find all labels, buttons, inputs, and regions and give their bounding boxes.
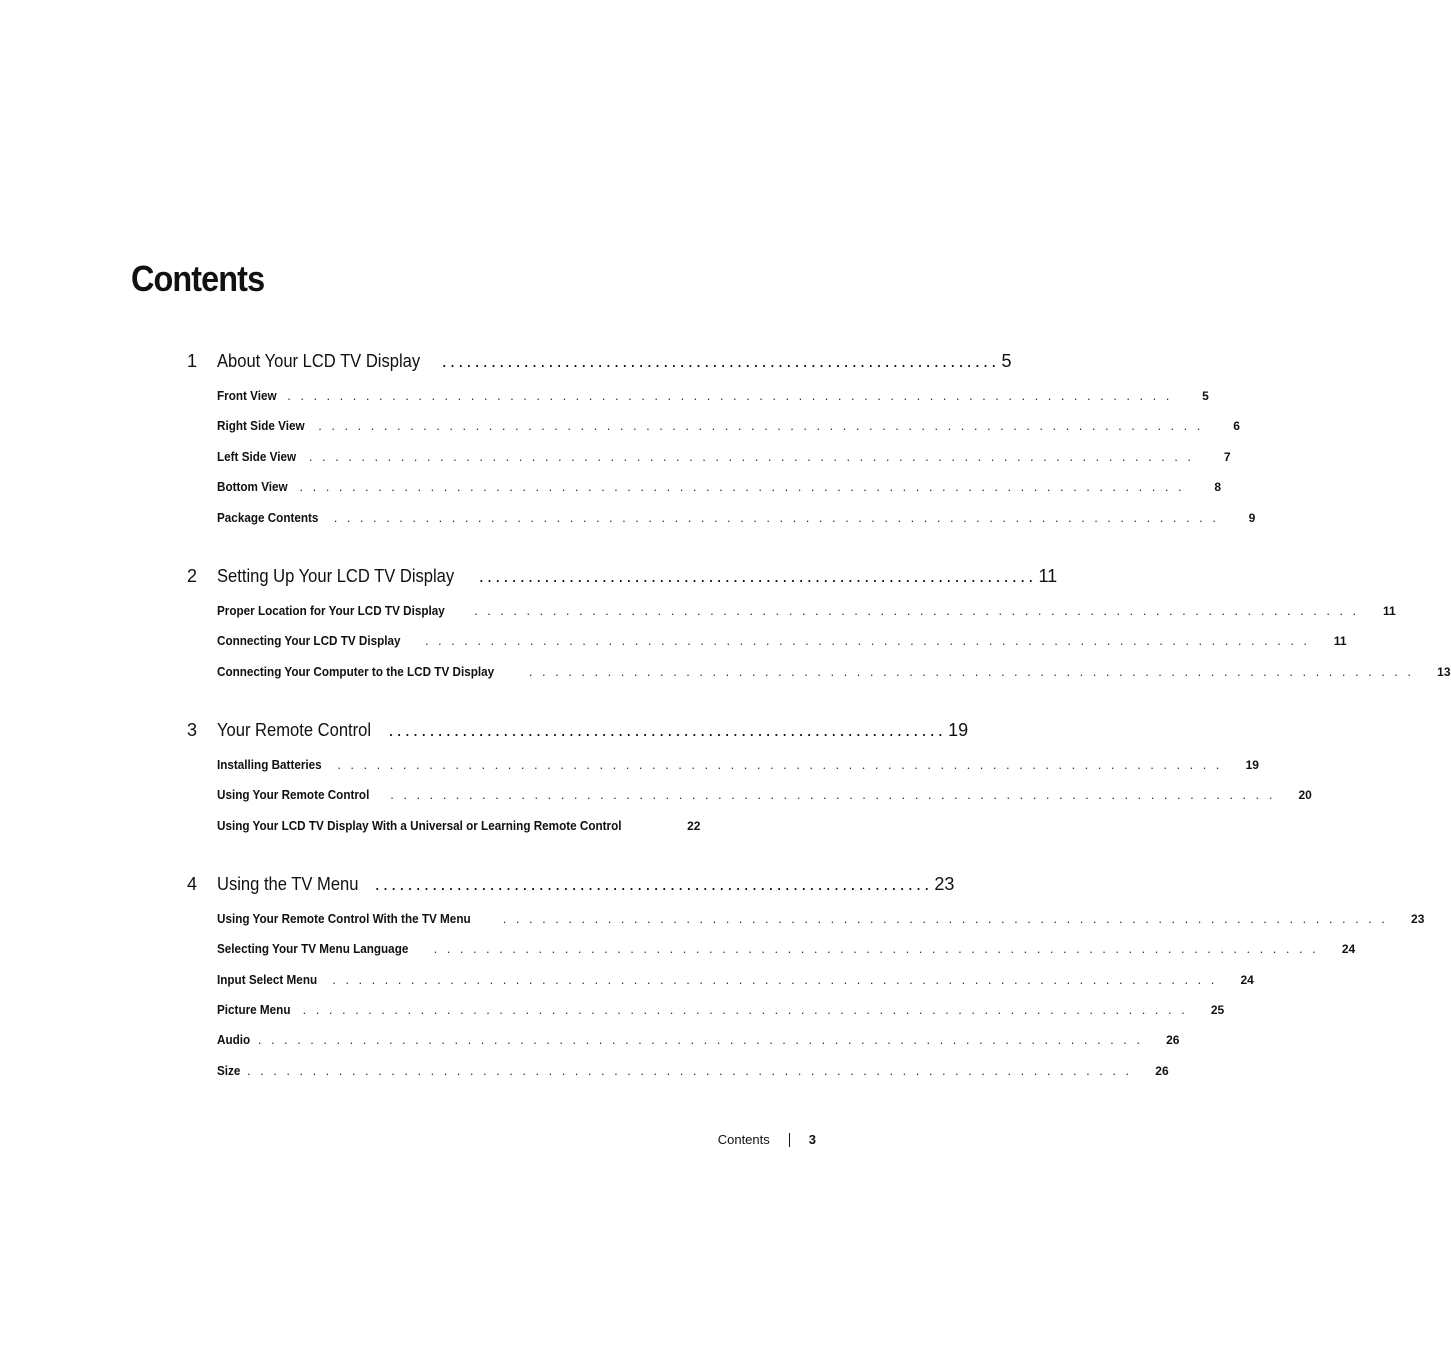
entry-page: 9 xyxy=(1248,511,1256,525)
chapter-number: 1 xyxy=(187,351,198,371)
toc-chapter-1[interactable] xyxy=(187,351,1012,375)
toc-chapter-4[interactable] xyxy=(187,874,955,898)
entry-title: Picture Menu xyxy=(217,1002,291,1017)
dot-leader: .................................................................... xyxy=(318,418,1210,433)
entry-title: Front View xyxy=(217,388,277,403)
entry-title: Connecting Your LCD TV Display xyxy=(217,633,401,648)
entry-title: Input Select Menu xyxy=(217,972,318,987)
dot-leader: .................................................................... xyxy=(374,874,933,894)
dot-leader: .................................................................... xyxy=(337,757,1229,772)
dot-leader: .................................................................... xyxy=(299,479,1192,494)
entry-title: Using Your Remote Control xyxy=(217,787,370,802)
dot-leader: .................................................................... xyxy=(257,1032,1150,1047)
toc-chapter-2[interactable] xyxy=(187,566,1058,590)
entry-page: 6 xyxy=(1233,419,1240,433)
dot-leader: .................................................................... xyxy=(302,1002,1195,1017)
entry-title: Proper Location for Your LCD TV Display xyxy=(217,603,445,618)
chapter-number: 3 xyxy=(187,720,198,740)
dot-leader: .................................................................... xyxy=(247,1063,1139,1078)
entry-page: 19 xyxy=(1245,758,1259,772)
toc-entry-connecting-computer[interactable] xyxy=(217,664,1451,682)
entry-title: Right Side View xyxy=(217,418,305,433)
chapter-page: 5 xyxy=(1001,351,1012,371)
toc-entry-installing-batteries[interactable] xyxy=(217,757,1259,775)
entry-title: Connecting Your Computer to the LCD TV Display xyxy=(217,664,495,679)
entry-title: Installing Batteries xyxy=(217,757,322,772)
toc-entry-menu-language[interactable] xyxy=(217,941,1356,959)
chapter-number: 4 xyxy=(187,874,198,894)
page-footer xyxy=(718,1132,816,1147)
toc-entry-left-side-view[interactable] xyxy=(217,449,1231,467)
entry-page: 5 xyxy=(1202,389,1209,403)
chapter-page: 23 xyxy=(934,874,955,894)
dot-leader: .................................................................... xyxy=(502,911,1395,926)
entry-page: 26 xyxy=(1155,1064,1169,1078)
entry-page: 11 xyxy=(1382,604,1396,618)
entry-title: Selecting Your TV Menu Language xyxy=(217,941,409,956)
entry-page: 20 xyxy=(1298,788,1312,802)
toc-entry-using-remote[interactable] xyxy=(217,787,1312,805)
chapter-title: Using the TV Menu xyxy=(217,874,359,894)
toc-entry-size[interactable] xyxy=(217,1063,1169,1081)
toc-entry-input-select-menu[interactable] xyxy=(217,972,1254,990)
dot-leader: .................................................................... xyxy=(474,603,1366,618)
dot-leader: .................................................................... xyxy=(308,449,1201,464)
footer-divider xyxy=(789,1133,790,1147)
dot-leader: .................................................................... xyxy=(478,566,1037,586)
toc-entry-picture-menu[interactable] xyxy=(217,1002,1225,1020)
dot-leader: .................................................................... xyxy=(528,664,1421,679)
toc-chapter-3[interactable] xyxy=(187,720,969,744)
entry-title: Bottom View xyxy=(217,479,288,494)
chapter-title: About Your LCD TV Display xyxy=(217,351,421,371)
entry-page: 26 xyxy=(1166,1033,1180,1047)
toc-entry-connecting-display[interactable] xyxy=(217,633,1347,651)
dot-leader: .................................................................... xyxy=(424,633,1317,648)
dot-leader: .................................................................... xyxy=(390,787,1282,802)
toc-entry-bottom-view[interactable] xyxy=(217,479,1222,497)
toc-entry-front-view[interactable] xyxy=(217,388,1209,406)
entry-page: 23 xyxy=(1411,912,1425,926)
entry-page: 8 xyxy=(1214,480,1222,494)
entry-page: 25 xyxy=(1210,1003,1225,1017)
page-number: 3 xyxy=(808,1132,816,1147)
entry-page: 7 xyxy=(1223,450,1231,464)
entry-title: Left Side View xyxy=(217,449,297,464)
entry-page: 24 xyxy=(1240,973,1254,987)
entry-title: Using Your Remote Control With the TV Menu xyxy=(217,911,471,926)
entry-title: Size xyxy=(217,1063,241,1078)
chapter-title: Setting Up Your LCD TV Display xyxy=(217,566,455,586)
chapter-page: 11 xyxy=(1038,566,1058,586)
toc-entry-universal-remote[interactable] xyxy=(217,818,701,836)
toc-entry-right-side-view[interactable] xyxy=(217,418,1240,436)
entry-page: 11 xyxy=(1333,634,1347,648)
chapter-title: Your Remote Control xyxy=(217,720,372,740)
dot-leader: .................................................................... xyxy=(287,388,1179,403)
entry-page: 22 xyxy=(687,819,701,833)
toc-entry-package-contents[interactable] xyxy=(217,510,1256,528)
toc-entry-audio[interactable] xyxy=(217,1032,1180,1050)
dot-leader: .................................................................... xyxy=(332,972,1224,987)
toc-entry-remote-with-menu[interactable] xyxy=(217,911,1425,929)
entry-page: 13 xyxy=(1437,665,1451,679)
toc-entry-proper-location[interactable] xyxy=(217,603,1396,621)
entry-title: Audio xyxy=(217,1032,251,1047)
dot-leader: .................................................................... xyxy=(441,351,1000,371)
footer-label: Contents xyxy=(717,1132,770,1147)
dot-leader: .................................................................... xyxy=(433,941,1326,956)
page-title: Contents xyxy=(131,258,265,299)
chapter-page: 19 xyxy=(948,720,969,740)
dot-leader: .................................................................... xyxy=(333,510,1226,525)
dot-leader: .................................................................... xyxy=(388,720,947,740)
entry-title: Package Contents xyxy=(217,510,319,525)
entry-page: 24 xyxy=(1341,942,1356,956)
entry-title: Using Your LCD TV Display With a Universal or Learning Remote Control xyxy=(217,818,622,833)
chapter-number: 2 xyxy=(187,566,198,586)
